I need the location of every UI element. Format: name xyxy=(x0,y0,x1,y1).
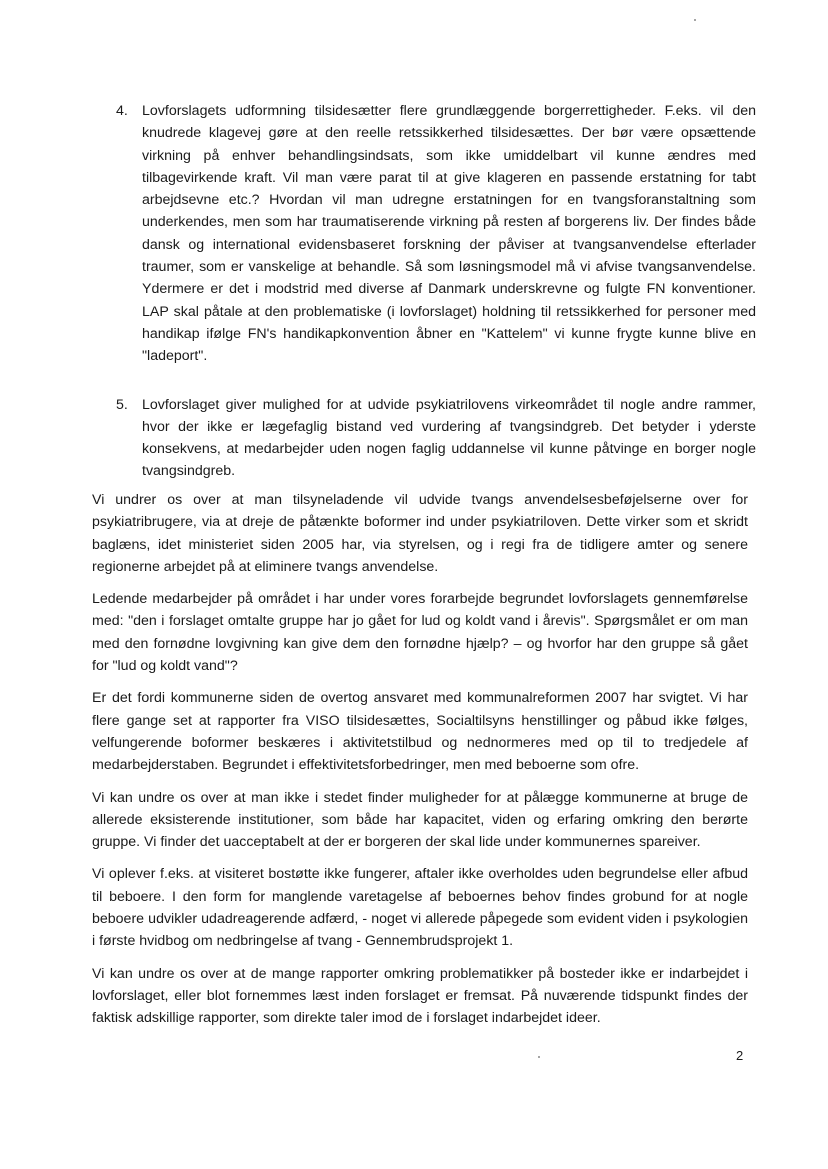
list-item-number: 4. xyxy=(116,103,128,119)
paragraph: Vi kan undre os over at de mange rapporter omkring problematikker på bosteder ikke er indarbejdet i lovforslaget, eller blot fornemmes læst inden forslaget er fremsat. På nuværende tidspunkt findes der faktisk adskillige rapporter, som direkte taler imod de i forslaget indarbejdet ideer. xyxy=(92,965,748,1027)
scan-speck xyxy=(538,1056,540,1058)
list-item xyxy=(116,100,756,368)
paragraph: Er det fordi kommunerne siden de overtog ansvaret med kommunalreformen 2007 har svigtet. Vi har flere gange set at rapporter fra VISO tilsidesættes, Socialtilsyns henstillinger og påbud ikke følges, velfungerende boformer beskæres i aktivitetstilbud og nednormeres med op til to tredjedele af medarbejderstaben. Begrundet i effektivitetsforbedringer, men med beboerne som ofre. xyxy=(92,690,748,774)
page-number: 2 xyxy=(736,1048,744,1063)
list-item xyxy=(116,394,756,483)
paragraph: Vi oplever f.eks. at visiteret bostøtte ikke fungerer, aftaler ikke overholdes uden begrundelse eller afbud til beboere. I den form for manglende varetagelse af beboernes behov findes grobund for at nogle beboere udvikler udadreagerende adfærd, - noget vi allerede påpegede som evident viden i psykologien i første hvidbog om nedbringelse af tvang - Gennembrudsprojekt 1. xyxy=(92,866,748,950)
scan-speck xyxy=(694,19,696,21)
list-item-text: Lovforslaget giver mulighed for at udvide psykiatrilovens virkeområdet til nogle andre rammer, hvor der ikke er lægefaglig bistand ved vurdering af tvangsindgreb. Det betyder i yderste konsekvens, at medarbejder uden nogen faglig uddannelse vil kunne påtvinge en borger nogle tvangsindgreb. xyxy=(142,396,756,480)
body-text xyxy=(92,489,748,1030)
paragraph: Ledende medarbejder på området i har under vores forarbejde begrundet lovforslagets gennemførelse med: "den i forslaget omtalte gruppe har jo gået for lud og koldt vand i årevis". Spørgsmålet er om man med den fornødne lovgivning kan give dem den fornødne hjælp? – og hvorfor har den gruppe så gået for "lud og koldt vand"? xyxy=(92,591,748,675)
paragraph: Vi kan undre os over at man ikke i stedet finder muligheder for at pålægge kommunerne at bruge de allerede eksisterende institutioner, som både har kapacitet, viden og erfaring omkring den berørte gruppe. Vi finder det uacceptabelt at der er borgeren der skal lide under kommunernes spareiver. xyxy=(92,789,748,851)
list-item-text: Lovforslagets udformning tilsidesætter flere grundlæggende borgerrettigheder. F.eks. vil den knudrede klagevej gøre at den reelle retssikkerhed tilsidesættes. Der bør være opsættende virkning på enhver behandlingsindsats, som ikke umiddelbart vil kunne ændres med tilbagevirkende kraft. Vil man være parat til at give klageren en passende erstatning for tabt arbejdsevne etc.? Hvordan vil man udregne erstatningen for en tvangsforanstaltning som underkendes, men som har traumatiserende virkning på resten af borgerens liv. Der findes både dansk og international evidensbaseret forskning der påviser at tvangsanvendelse efterlader traumer, som er vanskelige at behandle. Så som løsningsmodel må vi afvise tvangsanvendelse. Ydermere er det i modstrid med diverse af Danmark underskrevne og fulgte FN konventioner. LAP skal påtale at den problematiske (i lovforslaget) holdning til retssikkerhed for personer med handikap ifølge FN's handikapkonvention åbner en "Kattelem" vi kunne frygte kunne blive en "ladeport". xyxy=(142,103,756,365)
paragraph: Vi undrer os over at man tilsyneladende vil udvide tvangs anvendelsesbeføjelserne over for psykiatribrugere, via at dreje de påtænkte boformer ind under psykiatriloven. Dette virker som et skridt baglæns, idet ministeriet siden 2005 har, via styrelsen, og i regi fra de tidligere amter og senere regionerne arbejdet på at eliminere tvangs anvendelse. xyxy=(92,492,748,575)
numbered-list xyxy=(116,100,756,483)
list-item-number: 5. xyxy=(116,396,128,413)
